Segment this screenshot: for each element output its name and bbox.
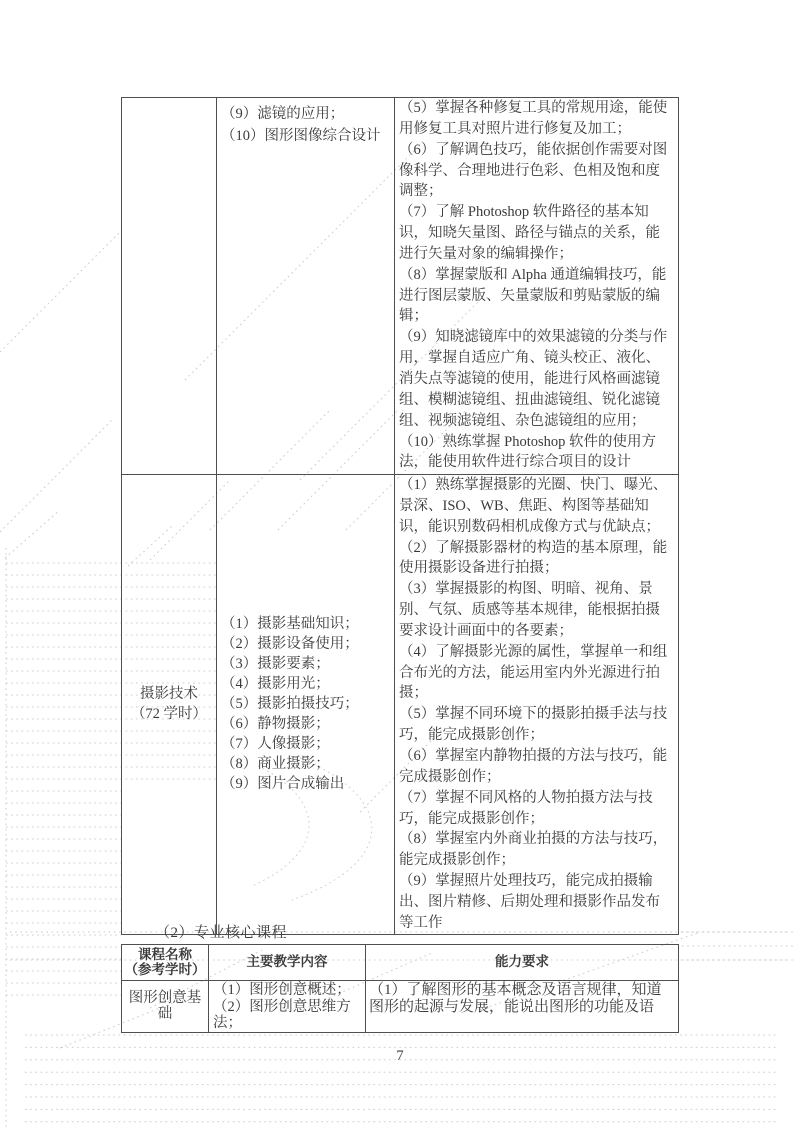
content-item: （2）摄影设备使用； [221,636,359,653]
ability-requirements-cell [395,475,679,935]
content-item: （7）人像摄影； [221,736,330,753]
requirement-item: （7）了解 Photoshop 软件路径的基本知识，知晓矢量图、路径与锚点的关系，能进行矢量对象的编辑操作； [399,204,660,262]
content-item: （4）摄影用光； [221,676,330,693]
course-name-cell: 图形创意基础 [122,981,209,1033]
requirement-item: （6）掌握室内静物拍摄的方法与技巧，能完成摄影创作； [399,747,668,785]
course-name-line: 摄影技术 [140,686,198,703]
table-row-photography [122,475,679,935]
section-heading: （2）专业核心课程 [155,925,288,941]
requirement-item: （8）掌握室内外商业拍摄的方法与技巧，能完成摄影创作； [399,831,668,869]
table-row-photoshop-continued [122,98,679,475]
content-item: （1）摄影基础知识； [221,616,359,633]
content-item: （1）图形创意概述； [213,982,351,998]
page-number: 7 [396,1048,404,1064]
content-item: （10）图形图像综合设计 [221,128,381,144]
content-item: （3）摄影要素； [221,656,330,673]
requirement-item: （5）掌握各种修复工具的常规用途，能使用修复工具对照片进行修复及加工； [399,100,668,137]
course-hours-line: （72 学时） [130,706,208,723]
requirement-item: （8）掌握蒙版和 Alpha 通道编辑技巧，能进行图层蒙版、矢量蒙版和剪贴蒙版的编辑； [399,266,667,325]
header-ability-requirements: 能力要求 [366,945,679,981]
teaching-content-cell [209,981,366,1033]
teaching-content-cell [217,98,395,475]
header-teaching-content: 主要教学内容 [209,945,366,981]
table-row-graphic-creativity [122,981,679,1033]
content-item: （5）摄影拍摄技巧； [221,696,359,713]
header-course-line: （参考学时） [124,961,206,977]
ability-requirements-cell [366,981,679,1033]
core-course-table [121,944,679,1033]
requirement-item: （9）知晓滤镜库中的效果滤镜的分类与作用，掌握自适应广角、镜头校正、液化、消失点等滤镜的使用，能进行风格画滤镜组、模糊滤镜组、扭曲滤镜组、锐化滤镜组、视频滤镜组、杂色滤镜组的应用； [399,329,668,429]
content-item: （6）静物摄影； [221,716,330,733]
requirement-item: （4）了解摄影光源的属性，掌握单一和组合布光的方法，能运用室内外光源进行拍摄； [399,643,668,702]
requirement-item: （5）掌握不同环境下的摄影拍摄手法与技巧，能完成摄影创作； [399,706,668,744]
requirement-item: （6）了解调色技巧，能依据创作需要对图像科学、合理地进行色彩、色相及饱和度调整； [399,141,668,200]
table-header-row [122,945,679,981]
header-course-line: 课程名称 [138,947,192,962]
header-course-name [122,945,209,981]
course-name-cell [122,475,217,935]
requirement-item: （1）熟练掌握摄影的光圈、快门、曝光、景深、ISO、WB、焦距、构图等基础知识，能识别数码相机成像方式与优缺点； [399,477,668,535]
teaching-content-cell [217,475,395,935]
requirement-item: （10）熟练掌握 Photoshop 软件的使用方法，能使用软件进行综合项目的设计 [399,433,656,471]
course-table-continued [121,97,679,935]
content-item: （8）商业摄影； [221,756,330,773]
requirement-item: （9）掌握照片处理技巧，能完成拍摄输出、图片精修、后期处理和摄影作品发布等工作 [399,873,660,931]
course-name-cell-empty [122,98,217,475]
content-item: （9）图片合成输出 [221,776,345,793]
requirement-item: （1）了解图形的基本概念及语言规律，知道图形的起源与发展，能说出图形的功能及语 [369,982,662,1015]
content-item: （9）滤镜的应用； [221,106,345,122]
requirement-item: （3）掌握摄影的构图、明暗、视角、景别、气氛、质感等基本规律，能根据拍摄要求设计画面中的各要素； [399,581,660,639]
requirement-item: （2）了解摄影器材的构造的基本原理，能使用摄影设备进行拍摄； [399,539,668,577]
ability-requirements-cell [395,98,679,475]
content-item: （2）图形创意思维方法； [213,998,351,1031]
requirement-item: （7）掌握不同风格的人物拍摄方法与技巧，能完成摄影创作； [399,789,653,827]
